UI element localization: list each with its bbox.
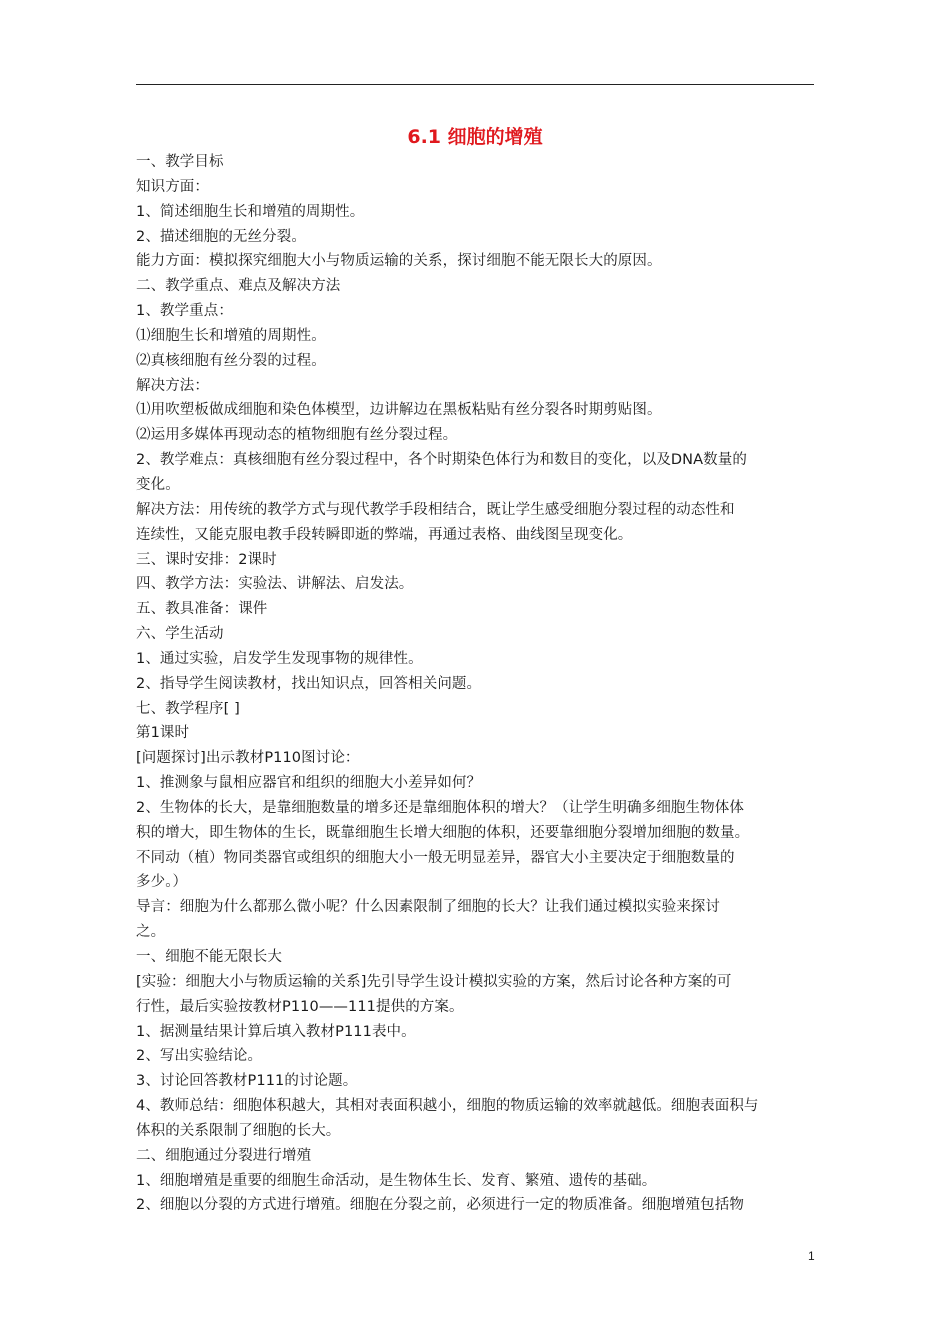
text-line: 连续性，又能克服电教手段转瞬即逝的弊端，再通过表格、曲线图呈现变化。: [136, 526, 633, 543]
text-line: ⑵运用多媒体再现动态的植物细胞有丝分裂过程。: [136, 427, 458, 444]
text-line: 多少。）: [136, 874, 188, 891]
text-line: 变化。: [136, 476, 180, 493]
text-line: 2、写出实验结论。: [136, 1048, 263, 1065]
text-line: ⑴用吹塑板做成细胞和染色体模型，边讲解边在黑板粘贴有丝分裂各时期剪贴图。: [136, 402, 662, 419]
text-line: [实验：细胞大小与物质运输的关系]先引导学生设计模拟实验的方案，然后讨论各种方案的可: [136, 973, 732, 990]
page-number: 1: [808, 1249, 815, 1263]
text-line: 二、细胞通过分裂进行增殖: [136, 1147, 312, 1164]
text-line: ⑵真核细胞有丝分裂的过程。: [136, 352, 326, 369]
text-line: 二、教学重点、难点及解决方法: [136, 278, 341, 295]
text-line: 一、细胞不能无限长大: [136, 949, 282, 965]
text-line: 三、课时安排：2课时: [136, 551, 277, 568]
text-line: 体积的关系限制了细胞的长大。: [136, 1122, 341, 1139]
text-line: ⑴细胞生长和增殖的周期性。: [136, 327, 326, 344]
text-line: 七、教学程序[ ]: [136, 700, 240, 717]
text-line: 解决方法：用传统的教学方式与现代教学手段相结合，既让学生感受细胞分裂过程的动态性和: [136, 501, 735, 518]
text-line: 一、教学目标: [136, 154, 224, 170]
text-line: 六、学生活动: [136, 626, 224, 643]
text-line: 1、据测量结果计算后填入教材P111表中。: [136, 1023, 416, 1040]
text-line: 知识方面：: [136, 178, 209, 195]
text-line: 导言：细胞为什么都那么微小呢？什么因素限制了细胞的长大？让我们通过模拟实验来探讨: [136, 899, 720, 916]
text-line: 1、通过实验，启发学生发现事物的规律性。: [136, 650, 423, 667]
text-line: 五、教具准备：课件: [136, 601, 268, 618]
text-line: 行性，最后实验按教材P110——111提供的方案。: [136, 998, 464, 1015]
text-line: 第1课时: [136, 725, 190, 742]
page-title: 6.1 细胞的增殖: [407, 126, 543, 148]
text-line: 2、细胞以分裂的方式进行增殖。细胞在分裂之前，必须进行一定的物质准备。细胞增殖包括物: [136, 1197, 744, 1214]
text-line: 不同动（植）物同类器官或组织的细胞大小一般无明显差异，器官大小主要决定于细胞数量的: [136, 849, 735, 866]
text-line: 1、细胞增殖是重要的细胞生命活动，是生物体生长、发育、繁殖、遗传的基础。: [136, 1172, 657, 1189]
text-line: [问题探讨]出示教材P110图讨论：: [136, 750, 360, 767]
header-rule: [136, 84, 814, 85]
text-line: 4、教师总结：细胞体积越大，其相对表面积越小，细胞的物质运输的效率就越低。细胞表面积与: [136, 1098, 759, 1115]
text-line: 积的增大，即生物体的生长，既靠细胞生长增大细胞的体积，还要靠细胞分裂增加细胞的数量。: [136, 824, 750, 841]
text-line: 1、教学重点：: [136, 303, 233, 320]
text-line: 3、讨论回答教材P111的讨论题。: [136, 1073, 358, 1090]
text-line: 1、简述细胞生长和增殖的周期性。: [136, 203, 365, 220]
text-line: 2、教学难点：真核细胞有丝分裂过程中，各个时期染色体行为和数目的变化，以及DNA数量的: [136, 452, 747, 469]
text-line: 1、推测象与鼠相应器官和组织的细胞大小差异如何？: [136, 775, 482, 792]
text-line: 能力方面：模拟探究细胞大小与物质运输的关系，探讨细胞不能无限长大的原因。: [136, 253, 662, 270]
document-body: [136, 150, 816, 1218]
text-line: 2、描述细胞的无丝分裂。: [136, 228, 306, 245]
text-line: 之。: [136, 924, 166, 941]
text-line: 解决方法：: [136, 377, 209, 394]
text-line: 2、生物体的长大，是靠细胞数量的增多还是靠细胞体积的增大？（让学生明确多细胞生物体体: [136, 799, 744, 816]
text-line: 2、指导学生阅读教材，找出知识点，回答相关问题。: [136, 675, 482, 692]
text-line: 四、教学方法：实验法、讲解法、启发法。: [136, 576, 414, 593]
